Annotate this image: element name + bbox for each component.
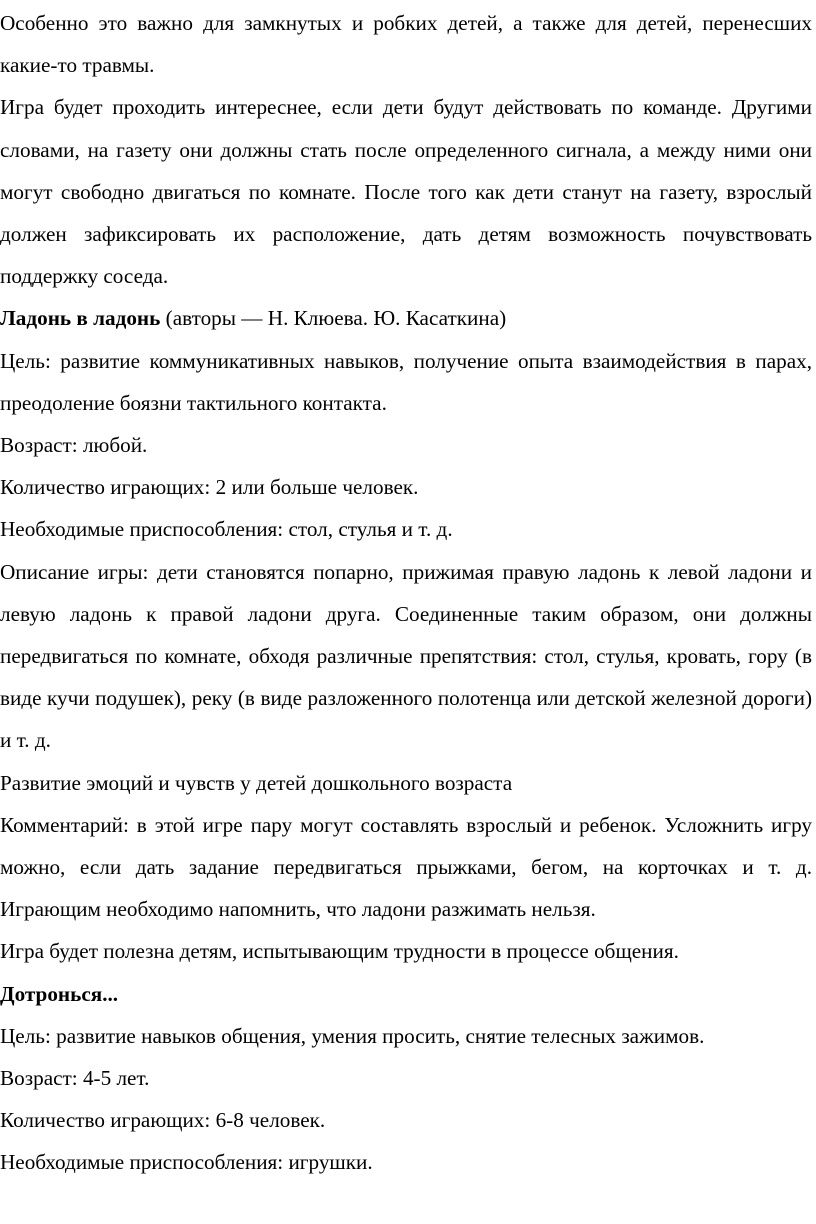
paragraph-players-2: Количество играющих: 6-8 человек. [0, 1108, 326, 1133]
heading-authors: (авторы — Н. Клюева. Ю. Касаткина) [160, 306, 507, 331]
section-heading-palm-to-palm [0, 297, 812, 339]
paragraph-equipment-2: Необходимые приспособления: игрушки. [0, 1150, 373, 1175]
section-heading-touch [0, 973, 812, 1015]
heading-title: Дотронься... [0, 981, 119, 1006]
paragraph-age-2: Возраст: 4-5 лет. [0, 1066, 150, 1091]
paragraph-goal: Цель: развитие коммуникативных навыков, получение опыта взаимодействия в парах, преодоление боязни тактильного контакта. [0, 348, 812, 415]
paragraph-usefulness: Игра будет полезна детям, испытывающим трудности в процессе общения. [0, 939, 679, 964]
paragraph-description: Описание игры: дети становятся попарно, прижимая правую ладонь к левой ладони и левую ладонь к правой ладони друга. Соединенные таким образом, они должны передвигаться по комнате, обходя различные препятствия: стол, стулья, кровать, гору (в виде кучи подушек), реку (в виде разложенного полотенца или детской железной дороги) и т. д. [0, 559, 812, 753]
paragraph-age: Возраст: любой. [0, 433, 148, 458]
paragraph-equipment: Необходимые приспособления: стол, стулья и т. д. [0, 517, 453, 542]
paragraph-players: Количество играющих: 2 или больше человек. [0, 475, 419, 500]
heading-title: Ладонь в ладонь [0, 306, 161, 331]
paragraph-book-title: Развитие эмоций и чувств у детей дошкольного возраста [0, 770, 513, 795]
paragraph-intro: Особенно это важно для замкнутых и робких детей, а также для детей, перенесших какие-то травмы. [0, 11, 812, 78]
paragraph-goal-2: Цель: развитие навыков общения, умения просить, снятие телесных зажимов. [0, 1023, 705, 1048]
paragraph-game-rules: Игра будет проходить интереснее, если дети будут действовать по команде. Другими словами, на газету они должны стать после определенного сигнала, а между ними они могут свободно двигаться по комнате. После того как дети станут на газету, взрослый должен зафиксировать их расположение, дать детям возможность почувствовать поддержку соседа. [0, 95, 812, 289]
paragraph-comment: Комментарий: в этой игре пару могут составлять взрослый и ребенок. Усложнить игру можно, если дать задание передвигаться прыжками, бегом, на корточках и т. д. Играющим необходимо напомнить, что ладони разжимать нельзя. [0, 812, 812, 922]
